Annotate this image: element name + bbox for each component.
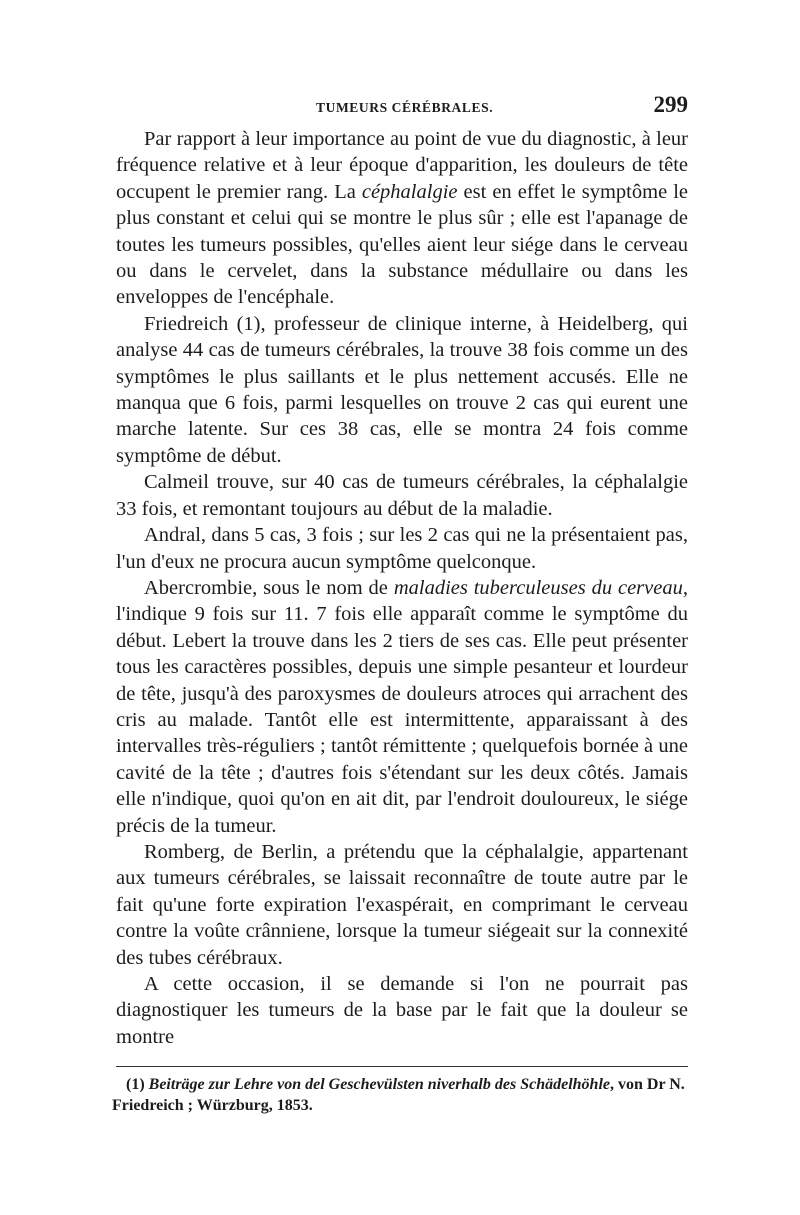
italic-text: céphalalgie xyxy=(361,180,458,203)
paragraph-text: Romberg, de Berlin, a prétendu que la céphalalgie, appartenant aux tumeurs cérébrales, se laissait reconnaître de toute autre par le fait qu'une forte expiration l'exaspérait, en comprimant le cerveau contre la voûte crânniene, lorsque la tumeur siégeait sur la connexité des tubes cérébraux. xyxy=(116,840,688,969)
paragraph xyxy=(116,126,688,311)
footnote-marker: (1) xyxy=(126,1076,145,1093)
paragraph-text: Friedreich (1), professeur de clinique interne, à Heidelberg, qui analyse 44 cas de tumeurs cérébrales, la trouve 38 fois comme un des symptômes le plus saillants et le plus nettement accusés. Elle ne manqua que 6 fois, parmi lesquelles on trouve 2 cas qui eurent une marche latente. Sur ces 38 cas, elle se montra 24 fois comme symptôme de début. xyxy=(116,312,688,467)
footnote xyxy=(112,1074,692,1116)
paragraph xyxy=(116,311,688,469)
footnotes xyxy=(112,1074,692,1116)
paragraph xyxy=(116,575,688,839)
paragraph-text: Abercrombie, sous le nom de xyxy=(144,576,394,599)
paragraph-text: Par rapport à leur importance au point de vue du diagnostic, à leur fréquence relative et à leur époque d'apparition, les douleurs de tête occupent le premier rang. La xyxy=(116,128,688,203)
paragraph xyxy=(116,522,688,575)
italic-text: maladies tuberculeuses du cerveau, xyxy=(393,576,688,599)
footnote-text: , von Dr N. Friedreich ; Würzburg, 1853. xyxy=(112,1076,685,1114)
body-text xyxy=(116,126,688,1050)
paragraph xyxy=(116,971,688,1050)
paragraph-text: l'indique 9 fois sur 11. 7 fois elle apparaît comme le symptôme du début. Lebert la trouve dans les 2 tiers de ses cas. Elle peut présenter tous les caractères possibles, depuis une simple pesanteur et lourdeur de tête, jusqu'à des paroxysmes de douleurs atroces qui arrachent des cris au malade. Tantôt elle est intermittente, apparaissant à des intervalles très-réguliers ; tantôt rémittente ; quelquefois bornée à une cavité de la tête ; d'autres fois s'étendant sur les deux côtés. Jamais elle n'indique, quoi qu'on en ait dit, par l'endroit douloureux, le siége précis de la tumeur. xyxy=(116,603,688,837)
paragraph-text: Andral, dans 5 cas, 3 fois ; sur les 2 cas qui ne la présentaient pas, l'un d'eux ne procura aucun symptôme quelconque. xyxy=(116,524,688,573)
footnote-title: Beiträge zur Lehre von del Geschevülsten niverhalb des Schädelhöhle xyxy=(148,1076,610,1093)
paragraph-text: Calmeil trouve, sur 40 cas de tumeurs cérébrales, la céphalalgie 33 fois, et remontant toujours au début de la maladie. xyxy=(116,471,688,520)
page-number: 299 xyxy=(653,92,688,117)
running-title: TUMEURS CÉRÉBRALES. xyxy=(316,100,494,115)
paragraph xyxy=(116,839,688,971)
footnote-divider xyxy=(116,1066,688,1067)
running-head xyxy=(116,92,688,122)
paragraph-text: A cette occasion, il se demande si l'on ne pourrait pas diagnostiquer les tumeurs de la base par le fait que la douleur se montre xyxy=(116,973,688,1048)
paragraph xyxy=(116,469,688,522)
paragraph-text: est en effet le symptôme le plus constant et celui qui se montre le plus sûr ; elle est l'apanage de toutes les tumeurs possibles, qu'elles aient leur siége dans le cerveau ou dans le cervelet, dans la substance médullaire ou dans les enveloppes de l'encéphale. xyxy=(116,180,688,309)
